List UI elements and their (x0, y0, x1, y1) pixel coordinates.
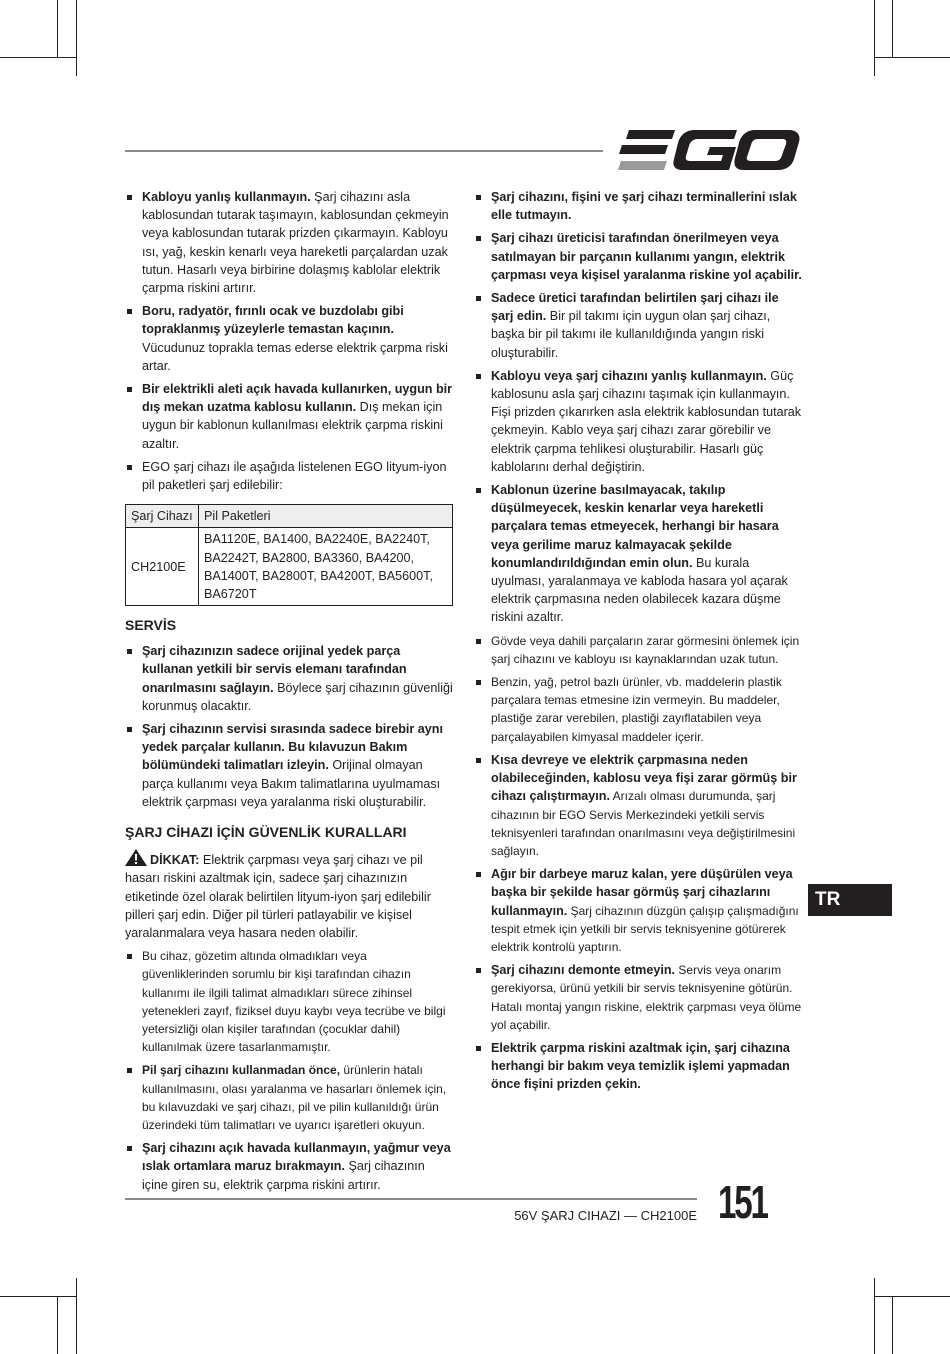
list-item: Şarj cihazı üreticisi tarafından önerilmeyen veya satılmayan bir parçanın kullanımı yangın, elektrik çarpması veya kişisel yaralanma riskine yol açabilir. (474, 229, 804, 284)
header-rule (125, 150, 603, 152)
list-item: Gövde veya dahili parçaların zarar görmesini önlemek için şarj cihazını ve kabloyu ısı kaynaklarından uzak tutun. (474, 632, 804, 668)
table-row (126, 505, 453, 528)
list-item: Şarj cihazını açık havada kullanmayın, yağmur veya ıslak ortamlara maruz bırakmayın. Şarj cihazının içine giren su, elektrik çarpma riskini artırır. (125, 1139, 453, 1194)
list-item: Bir elektrikli aleti açık havada kullanırken, uygun bir dış mekan uzatma kablosu kullanın. Dış mekan için uygun bir kablonun kullanılması elektrik çarpma riskini azaltır. (125, 380, 453, 453)
list-item: Kısa devreye ve elektrik çarpmasına neden olabileceğinden, kablosu veya fişi zarar görmüş bir cihazı çalıştırmayın. Arızalı olması durumunda, şarj cihazının bir EGO Servis Merkezindeki yetkili servis teknisyenleri tarafından onarılmasını veya değiştirilmesini sağlayın. (474, 751, 804, 860)
list-item: Kabloyu veya şarj cihazını yanlış kullanmayın. Güç kablosunu asla şarj cihazını taşımak için kullanmayın. Fişi prizden çıkarırken asla elektrik kablosundan tutarak çekmeyin. Kablo veya şarj cihazı zarar görebilir ve elektrik çarpma tehlikesi oluşturabilir. Hasarlı güç kablolarını derhal değiştirin. (474, 367, 804, 476)
list-item: EGO şarj cihazı ile aşağıda listelenen EGO lityum-iyon pil paketleri şarj edilebilir: (125, 458, 453, 494)
table-header-charger: Şarj Cihazı (126, 505, 199, 528)
list-item: Elektrik çarpma riskini azaltmak için, şarj cihazına herhangi bir bakım veya temizlik işlemi yapmadan önce fişini prizden çekin. (474, 1039, 804, 1094)
footer-rule (125, 1198, 697, 1200)
list-item: Sadece üretici tarafından belirtilen şarj cihazı ile şarj edin. Bir pil takımı için uygun olan şarj cihazı, başka bir pil takımı ile kullanıldığında yangın riski oluşturabilir. (474, 289, 804, 362)
language-tab: TR (808, 884, 892, 916)
list-item: Şarj cihazının servisi sırasında sadece birebir aynı yedek parçalar kullanın. Bu kılavuzun Bakım bölümündeki talimatları izleyin. Orijinal olmayan parça kullanımı veya Bakım talimatlarına uyulmaması elektrik çarpması veya yaralanma riski oluşturabilir. (125, 720, 453, 811)
crop-mark (874, 1296, 950, 1297)
crop-mark (0, 1296, 76, 1297)
list-item: Kablonun üzerine basılmayacak, takılıp düşülmeyecek, keskin kenarlar veya hareketli parçalara temas etmeyecek, herhangi bir hasara veya gerilime maruz kalmayacak şekilde konumlandırıldığından emin olun. Bu kurala uyulması, yaralanmaya ve kabloda hasara yol açarak elektrik çarpmasına neden olabilecek kazara düşme riskini azaltır. (474, 481, 804, 627)
table-cell-packs: BA1120E, BA1400, BA2240E, BA2240T, BA2242T, BA2800, BA3360, BA4200, BA1400T, BA2800T, BA4200T, BA5600T, BA6720T (199, 528, 453, 606)
crop-mark (892, 1296, 893, 1354)
table-row (126, 528, 453, 606)
crop-mark (0, 57, 76, 58)
right-column (474, 188, 804, 1099)
list-item: Kabloyu yanlış kullanmayın. Şarj cihazını asla kablosundan tutarak taşımayın, kablosundan çekmeyin veya kablosundan tutarak prizden çıkarmayın. Kabloyu ısı, yağ, keskin kenarlı veya hareketli parçalardan uzak tutun. Hasarlı veya birbirine dolaşmış kablolar elektrik çarpma riskini artırır. (125, 188, 453, 297)
crop-mark (892, 0, 893, 57)
safety-heading: ŞARJ CİHAZI İÇİN GÜVENLİK KURALLARI (125, 824, 407, 841)
list-item: Şarj cihazını, fişini ve şarj cihazı terminallerini ıslak elle tutmayın. (474, 188, 804, 224)
list-item: Ağır bir darbeye maruz kalan, yere düşürülen veya başka bir şekilde hasar görmüş şarj cihazlarını kullanmayın. Şarj cihazının düzgün çalışıp çalışmadığını tespit etmek için yetkili bir servis teknisyenine götürerek elektrik kontrolü yaptırın. (474, 865, 804, 956)
crop-mark (874, 1278, 875, 1354)
battery-compatibility-table (125, 504, 453, 606)
list-item: Benzin, yağ, petrol bazlı ürünler, vb. maddelerin plastik parçalara temas etmesine izin vermeyin. Bu maddeler, plastiğe zarar verebilen, plastiği zayıflatabilen veya parçalayabilen kimyasal maddeler içerir. (474, 673, 804, 746)
crop-mark (57, 1296, 58, 1354)
footer-product-name: 56V ŞARJ CIHAZI — CH2100E (514, 1208, 697, 1223)
page-number: 151 (718, 1176, 767, 1228)
left-column (125, 188, 453, 1199)
table-cell-charger: CH2100E (126, 528, 199, 606)
list-item: Şarj cihazınızın sadece orijinal yedek parça kullanan yetkili bir servis elemanı tarafından onarılmasını sağlayın. Böylece şarj cihazının güvenliği korunmuş olacaktır. (125, 642, 453, 715)
crop-mark (76, 0, 77, 76)
warning-paragraph: DİKKAT: Elektrik çarpması veya şarj cihazı ve pil hasarı riskini azaltmak için, sadece şarj cihazınızın etiketinde özel olarak belirtilen lityum-iyon şarj edilebilir pilleri şarj edin. Diğer pil türleri patlayabilir ve kişisel yaralanmalara veya hasara neden olabilir. (125, 849, 453, 942)
warning-triangle-icon (125, 849, 147, 866)
warning-label: DİKKAT: (150, 853, 200, 868)
crop-mark (874, 0, 875, 76)
service-heading: SERVİS (125, 617, 177, 634)
ego-logo (617, 128, 801, 172)
crop-mark (57, 0, 58, 57)
crop-mark (874, 57, 950, 58)
list-item: Şarj cihazını demonte etmeyin. Servis veya onarım gerekiyorsa, ürünü yetkili bir servis teknisyenine götürün. Hatalı montaj yangın riskine, elektrik çarpması veya ölüme yol açabilir. (474, 961, 804, 1034)
list-item: Pil şarj cihazını kullanmadan önce, ürünlerin hatalı kullanılmasını, olası yaralanma ve hasarları önlemek için, bu kılavuzdaki ve şarj cihazı, pil ve pilin kullanıldığı ürün üzerindeki tüm talimatları ve uyarıcı işaretleri okuyun. (125, 1061, 453, 1134)
list-item: Bu cihaz, gözetim altında olmadıkları veya güvenliklerinden sorumlu bir kişi tarafından cihazın kullanımı ile ilgili talimat almadıkları sürece zihinsel yetenekleri zayıf, fiziksel duyu kaybı veya tecrübe ve bilgi yetersizliği olan kişiler tarafından (çocuklar dahil) kullanılmak üzere tasarlanmamıştır. (125, 947, 453, 1056)
crop-mark (76, 1278, 77, 1354)
list-item: Boru, radyatör, fırınlı ocak ve buzdolabı gibi topraklanmış yüzeylerle temastan kaçının. Vücudunuz toprakla temas ederse elektrik çarpma riski artar. (125, 302, 453, 375)
table-header-packs: Pil Paketleri (199, 505, 453, 528)
